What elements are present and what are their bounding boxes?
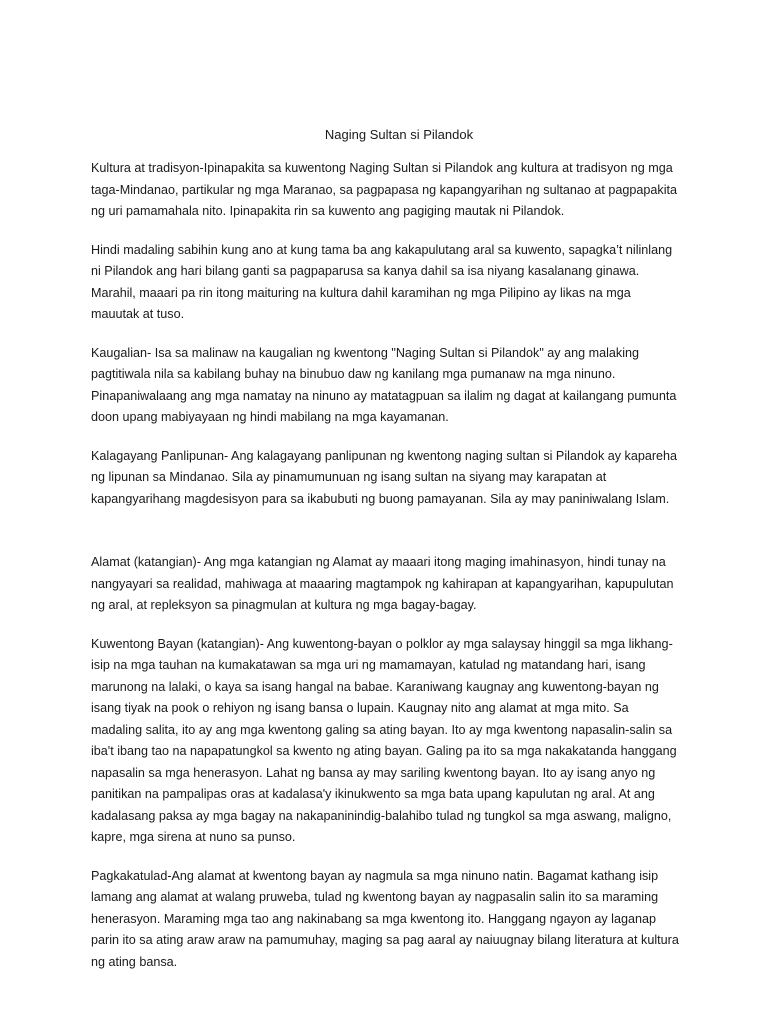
- document-body: [91, 158, 681, 990]
- paragraph-kultura: Kultura at tradisyon-Ipinapakita sa kuwentong Naging Sultan si Pilandok ang kultura at tradisyon ng mga taga-Mindanao, partikular ng mga Maranao, sa pagpapasa ng kapangyarihan ng sultanao at pagpapakita ng uri pamamahala nito. Ipinapakita rin sa kuwento ang pagiging mautak ni Pilandok.: [91, 161, 678, 218]
- paragraph-kaugalian: Kaugalian- Isa sa malinaw na kaugalian ng kwentong "Naging Sultan si Pilandok" ay ang malaking pagtitiwala nila sa kabilang buhay na binubuo daw ng kanilang mga pumanaw na mga ninuno. Pinapaniwalaang ang mga namatay na ninuno ay matatagpuan sa ilalim ng dagat at kailangang pumunta doon upang mabiyayaan ng hindi mabilang na mga kayamanan.: [91, 345, 677, 424]
- document-title: Naging Sultan si Pilandok: [324, 127, 474, 142]
- paragraph-alamat: Alamat (katangian)- Ang mga katangian ng Alamat ay maaari itong maging imahinasyon, hindi tunay na nangyayari sa realidad, mahiwaga at maaaring magtampok ng kahirapan at kapangyarihan, kapupulutan ng aral, at repleksyon sa pinagmulan at kultura ng mga bagay-bagay.: [91, 555, 674, 612]
- paragraph-kalagayang-panlipunan: Kalagayang Panlipunan- Ang kalagayang panlipunan ng kwentong naging sultan si Pilandok ay kapareha ng lipunan sa Mindanao. Sila ay pinamumunuan ng isang sultan na siyang may karapatan at kapangyarihang magdesisyon para sa ikabubuti ng buong pamayanan. Sila ay may paniniwalang Islam.: [91, 448, 678, 506]
- paragraph-pagkakatulad: Pagkakatulad-Ang alamat at kwentong bayan ay nagmula sa mga ninuno natin. Bagamat kathang isip lamang ang alamat at walang pruweba, tulad ng kwentong bayan ay nagpasalin salin ito sa maraming henerasyon. Maraming mga tao ang nakinabang sa mga kwentong ito. Hanggang ngayon ay laganap parin ito sa ating araw araw na pamumuhay, maging sa pag aaral ay naiuugnay bilang literatura at kultura ng ating bansa.: [91, 868, 679, 969]
- paragraph-kuwentong-bayan: Kuwentong Bayan (katangian)- Ang kuwentong-bayan o polklor ay mga salaysay hinggil sa mga likhang-isip na mga tauhan na kumakatawan sa mga uri ng mamamayan, katulad ng matandang hari, isang marunong na lalaki, o kaya sa isang hangal na babae. Karaniwang kaugnay ang kuwentong-bayan ng isang tiyak na pook o rehiyon ng isang bansa o lupain. Kaugnay nito ang alamat at mga mito. Sa madaling salita, ito ay ang mga kwentong galing sa ating bayan. Ito ay mga kwentong napasalin-salin sa iba't ibang tao na napapatungkol sa kwento ng ating bayan. Galing pa ito sa mga nakakatanda hanggang napasalin sa mga henerasyon. Lahat ng bansa ay may sariling kwentong bayan. Ito ay isang anyo ng panitikan na pampalipas oras at kadalasa'y ikinukwento sa mga bata upang kapulutan ng aral. At ang kadalasang paksa ay mga bagay na nakapaninindig-balahibo tulad ng tungkol sa mga aswang, maligno, kapre, mga sirena at nuno sa punso.: [91, 636, 677, 844]
- paragraph-aral: Hindi madaling sabihin kung ano at kung tama ba ang kakapulutang aral sa kuwento, sapagka’t nilinlang ni Pilandok ang hari bilang ganti sa pagpaparusa sa kanya dahil sa isa niyang kasalanang ginawa. Marahil, maaari pa rin itong maituring na kultura dahil karamihan ng mga Pilipino ay likas na mga mauutak at tuso.: [91, 242, 673, 321]
